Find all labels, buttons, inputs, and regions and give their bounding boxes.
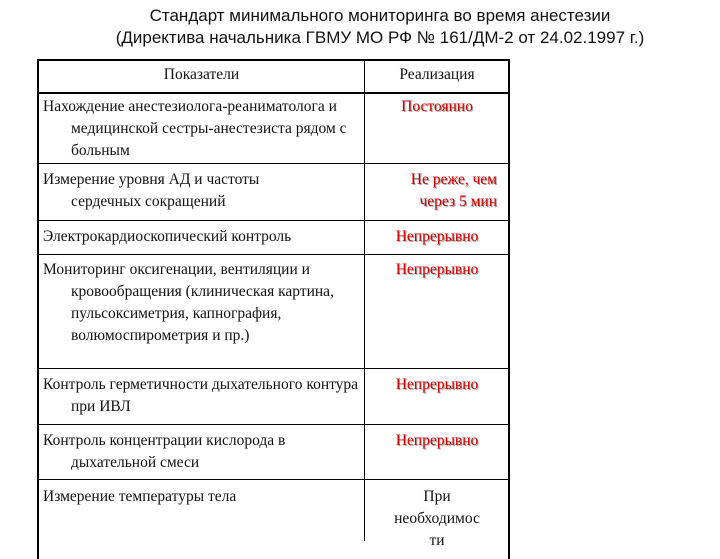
row-divider (39, 368, 508, 369)
row-implementation: При (423, 488, 451, 505)
page-title: Стандарт минимального мониторинга во время анестезии (149, 6, 611, 25)
row-indicator: Мониторинг оксигенации, вентиляции и кровообращения (клиническая картина, пульсоксиметрия, капнография, волюмоспирометрия и пр.) (43, 261, 334, 344)
row-divider (39, 163, 508, 164)
row-implementation: через 5 мин (419, 193, 497, 210)
row-indicator: Электрокардиоскопический контроль (43, 228, 292, 245)
header-indicators: Показатели (163, 66, 240, 83)
row-implementation: необходимос (394, 510, 480, 527)
row-indicator: Измерение уровня АД и частоты сердечных сокращений (43, 171, 260, 210)
page-subtitle: (Директива начальника ГВМУ МО РФ № 161/ДМ-2 от 24.02.1997 г.) (115, 28, 645, 47)
row-implementation: ти (429, 532, 445, 549)
row-divider (39, 424, 508, 425)
row-divider (39, 254, 508, 255)
row-indicator: Контроль концентрации кислорода в дыхательной смеси (43, 432, 286, 471)
row-indicator: Контроль герметичности дыхательного контура при ИВЛ (43, 376, 359, 415)
row-implementation: Непрерывно (395, 376, 479, 393)
row-indicator: Нахождение анестезиолога-реаниматолога и медицинской сестры-анестезиста рядом с больным (43, 98, 347, 159)
row-implementation: Непрерывно (395, 228, 479, 245)
row-implementation: Не реже, чем (410, 171, 497, 188)
row-implementation: Непрерывно (395, 432, 479, 449)
header-implementation: Реализация (399, 66, 475, 83)
row-divider (39, 220, 508, 221)
row-implementation: Постоянно (401, 98, 473, 115)
row-implementation: Непрерывно (395, 261, 479, 278)
header-divider (39, 92, 508, 94)
row-divider (39, 479, 508, 480)
row-indicator: Измерение температуры тела (43, 488, 237, 505)
